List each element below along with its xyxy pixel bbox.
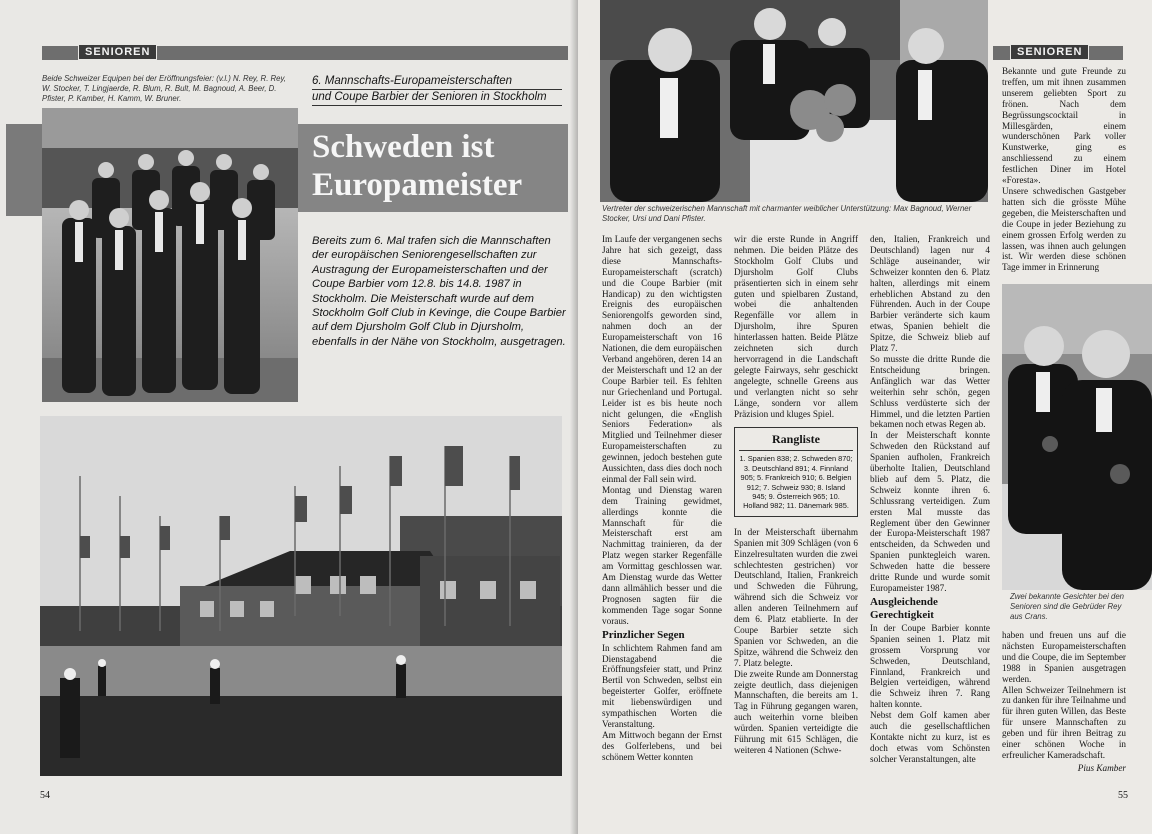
paragraph: haben und freuen uns auf die nächsten Europameisterschaften und die Coupe, die im September 1988 in Spanien ausgetragen werden. [1002, 630, 1126, 684]
paragraph: In der Meisterschaft konnte Schweden den Rückstand auf Spanien aufholen, Frankreich überholte Italien, Deutschland blieb auf dem 5. Platz, die Schweiz konnte ihren 6. Schlussrang verteidigen. Zum ersten Mal musste das Reglement über den Gewinner der Europa-Meisterschaft 1987 entscheiden, da Schweden und Spanien punktegleich waren. Schweden hatte die bessere dritte Runde und wurde somit Europameister 1987. [870, 430, 990, 593]
paragraph: Unsere schwedischen Gastgeber hatten sich die grösste Mühe gegeben, die Meisterschaften und die Coupe in jeder Beziehung zu einem grossen Erfolg werden zu lassen, was ihnen auch gelungen ist. Wir werden diese schönen Tage immer in Erinnerung [1002, 185, 1126, 273]
paragraph: Am Mittwoch begann der Ernst des Golferlebens, und bei schönem Wetter konnten [602, 729, 722, 762]
subheading: Prinzlicher Segen [602, 628, 685, 641]
team-photo [42, 108, 298, 402]
right-page [578, 0, 1152, 834]
rangliste-box [734, 427, 858, 516]
clubhouse-photo [40, 416, 562, 776]
photo-caption: Beide Schweizer Equipen bei der Eröffnungsfeier: (v.l.) N. Rey, R. Rey, W. Stocker, T. Lingjaerde, R. Blum, R. Bult, M. Bagnoud, A. Beer, D. Pfister, P. Kamber, H. Kamm, W. Bruner. [42, 74, 286, 103]
paragraph: In schlichtem Rahmen fand am Dienstagabend die Eröffnungsfeier statt, und Prinz Bertil von Schweden, selbst ein begeisterter Golfer, eröffnete mit liebenswürdigen und sympathischen Worten die Veranstaltung. [602, 642, 722, 729]
rey-brothers-caption: Zwei bekannte Gesichter bei den Senioren sind die Gebrüder Rey aus Crans. [1010, 592, 1124, 621]
rangliste-text: 1. Spanien 838; 2. Schweden 870; 3. Deutschland 891; 4. Finnland 905; 5. Frankreich 910; 6. Belgien 912; 7. Schweiz 930; 8. Island 945; 9. Österreich 965; 10. Holland 982; 11. Dänemark 985. [739, 450, 853, 510]
section-tag: SENIOREN [78, 44, 157, 60]
paragraph: Allen Schweizer Teilnehmern ist zu danken für ihre Teilnahme und für ihren guten Willen, das Beste für unsere Mannschaften zu geben und für ihren Beitrag zu einer schönen Woche in erfreulicher Kameradschaft. [1002, 684, 1126, 760]
paragraph: den, Italien, Frankreich und Deutschland) lagen nur 4 Schläge auseinander, wir Schweizer konnten den 6. Platz halten, allerdings mit einem erheblichen Abstand zu den Führenden. Auch in der Coupe Barbier veränderte sich kaum etwas, Spanien behielt die Spitze, die Schweiz blieb auf Platz 7. [870, 234, 990, 354]
kicker-line-1: 6. Mannschafts-Europameisterschaften [312, 74, 562, 90]
paragraph: Im Laufe der vergangenen sechs Jahre hat sich gezeigt, dass diese Mannschafts-Europameisterschaft (scratch) und die Coupe Barbier (mit Handicap) zu den wichtigsten Ereignis des europäischen Seniorengolfs geworden sind, nahmen doch an der Europameisterschaft von 16 Nationen, die dem europäischen Verband angehören, deren 14 an der Meisterschaft und 12 an der Coupe Barbier teil. Es fehlten nur Griechenland und Portugal. Leider ist es bis heute noch nicht gelungen, die «English Seniors Federation» als Mitglied und Teilnehmer dieser Europameisterschaften zu gewinnen, jedoch bestehen gute Aussichten, dass dies doch noch einmal der Fall sein wird. [602, 234, 722, 484]
rey-brothers-photo [1002, 284, 1152, 590]
paragraph: In der Coupe Barbier konnte Spanien seinen 1. Platz mit grossem Vorsprung vor Schweden, Deutschland, Finnland, Frankreich und Belgien verteidigen, während die Schweiz ihren 7. Rang halten konnte. [870, 622, 990, 710]
lead-paragraph: Bereits zum 6. Mal trafen sich die Mannschaften der europäischen Seniorengesellschaften zur Austragung der Europameisterschaften und der Coupe Barbier vom 12.8. bis 14.8. 1987 in Stockholm. Die Meisterschaft wurde auf dem Stockholm Golf Club in Kevinge, die Coupe Barbier auf dem Djursholm Golf Club in Djursholm, ebenfalls in der Nähe von Stockholm, ausgetragen. [312, 235, 566, 348]
section-tag: SENIOREN [1010, 44, 1089, 60]
headline: Schweden ist Europameister [312, 129, 523, 203]
rangliste-title: Rangliste [772, 432, 820, 447]
page-number: 55 [1118, 790, 1128, 801]
kicker-line-2: und Coupe Barbier der Senioren in Stockholm [312, 90, 562, 106]
paragraph: Montag und Dienstag waren dem Training gewidmet, allerdings konnte die Mannschaft für die Meisterschaft erst am Nachmittag trainieren, da der Platz wegen starker Regenfälle am Vormittag geschlossen war. Am Dienstag wurde das Wetter dann allmählich besser und die Prognosen sagten für die kommenden Tage sogar Sonne voraus. [602, 484, 722, 626]
paragraph: So musste die dritte Runde die Entscheidung bringen. Anfänglich war das Wetter weiterhin sehr schön, gegen Schluss verdüsterte sich der Himmel, und die letzten Partien bekamen noch etwas Regen ab. [870, 353, 990, 430]
dinner-photo [600, 0, 988, 202]
subheading: Ausgleichende Gerechtigkeit [870, 595, 938, 621]
article-column-4-bottom [1002, 630, 1126, 774]
paragraph: Bekannte und gute Freunde zu treffen, um mit ihnen zusammen unserem geliebten Sport zu frönen. Nach dem Begrüssungscocktail in Millesgärden, einem wunderschönen Park voller Kunstwerke, ging es anschliessend zu einem festlichen Diner im Hotel «Foresta». [1002, 66, 1126, 186]
article-column-1 [602, 234, 722, 763]
page-number: 54 [40, 790, 50, 801]
paragraph: wir die erste Runde in Angriff nehmen. Die beiden Plätze des Stockholm Golf Clubs und Djursholm Golf Clubs präsentierten sich in einem sehr guten und spielbaren Zustand, wobei die anhaltenden Regenfälle vor allem in Djursholm, ihre Spuren hinterlassen hatten. Beide Plätze zeichneten sich durch hervorragend in die Landschaft gelegte Fairways, sehr geschickt angelegte, schnelle Greens aus und verlangten nicht so sehr Länge, sondern vor allem Präzision und kluges Spiel. [734, 234, 858, 419]
dinner-photo-caption: Vertreter der schweizerischen Mannschaft mit charmanter weiblicher Unterstützung: Max Bagnoud, Werner Stocker, Ursi und Dani Pfister. [602, 204, 972, 223]
article-column-2 [734, 234, 858, 756]
accent-block [6, 124, 42, 216]
paragraph: Nebst dem Golf kamen aber auch die gesellschaftlichen Kontakte nicht zu kurz, ist es doch etwas vom Schönsten solcher Veranstaltungen, alte [870, 710, 990, 764]
headline-box [298, 124, 568, 212]
article-column-3 [870, 234, 990, 765]
kicker [312, 74, 562, 106]
article-column-4-top [1002, 66, 1126, 273]
author-signature: Pius Kamber [1077, 762, 1126, 773]
paragraph: Die zweite Runde am Donnerstag zeigte deutlich, dass diejenigen Mannschaften, die bereits am 1. Tag in Führung gegangen waren, auch weiterhin vorne bleiben würden. Spanien verteidigte die Führung mit 615 Schlägen, die weiteren 4 Nationen (Schwe- [734, 668, 858, 755]
paragraph: In der Meisterschaft übernahm Spanien mit 309 Schlägen (von 6 Einzelresultaten wurden die zwei schlechtesten gestrichen) vor Deutschland, Italien, Frankreich und Schweden die Führung, während sich die Schweiz vor allen anderen Teilnehmern auf dem 6. Platz etablierte. In der Coupe Barbier setzte sich Spanien vor Schweden, an die Spitze, während die Schweiz den 7. Platz belegte. [734, 526, 858, 668]
